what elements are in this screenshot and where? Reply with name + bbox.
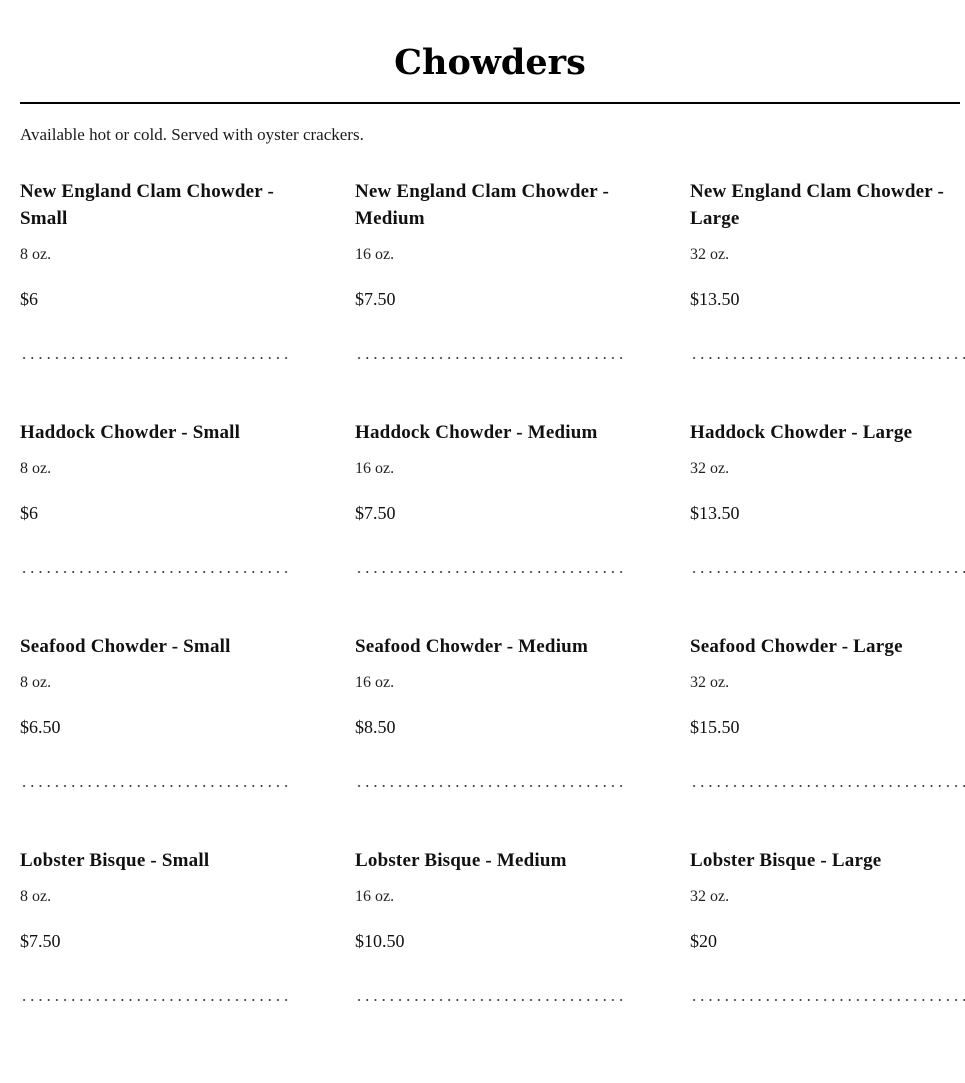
item-name: Haddock Chowder - Large <box>690 422 913 443</box>
title-divider <box>20 102 960 104</box>
item-name: New England Clam Chowder - Small <box>20 181 274 229</box>
dotted-leader <box>690 571 965 573</box>
item-price: $10.50 <box>355 931 405 951</box>
item-name: New England Clam Chowder - Large <box>690 181 944 229</box>
item-price: $7.50 <box>355 289 396 309</box>
item-name: Lobster Bisque - Small <box>20 850 210 871</box>
menu-item[interactable] <box>355 633 625 739</box>
menu-item[interactable] <box>20 847 290 953</box>
dotted-leader <box>20 785 290 787</box>
item-name: Haddock Chowder - Small <box>20 422 241 443</box>
menu-item[interactable] <box>355 178 625 311</box>
menu-item[interactable] <box>20 178 290 311</box>
item-price: $6 <box>20 289 38 309</box>
item-size: 16 oz. <box>355 460 395 477</box>
item-size: 16 oz. <box>355 888 395 905</box>
item-price: $13.50 <box>690 289 740 309</box>
dotted-leader <box>355 785 625 787</box>
item-size: 32 oz. <box>690 674 730 691</box>
item-name: Lobster Bisque - Medium <box>355 850 567 871</box>
item-size: 8 oz. <box>20 674 52 691</box>
menu-item[interactable] <box>20 633 290 739</box>
menu-item[interactable] <box>690 419 960 525</box>
item-price: $6.50 <box>20 717 61 737</box>
dotted-leader <box>690 785 965 787</box>
dotted-leader <box>690 357 965 359</box>
menu-item[interactable] <box>690 178 960 311</box>
item-name: Seafood Chowder - Small <box>20 636 231 657</box>
item-price: $7.50 <box>355 503 396 523</box>
menu-item[interactable] <box>355 847 625 953</box>
item-size: 16 oz. <box>355 246 395 263</box>
section-description: Available hot or cold. Served with oyster crackers. <box>20 125 364 144</box>
item-price: $20 <box>690 931 717 951</box>
menu-section-chowders <box>20 0 960 951</box>
menu-item[interactable] <box>20 419 290 525</box>
item-name: Seafood Chowder - Large <box>690 636 903 657</box>
item-name: Lobster Bisque - Large <box>690 850 882 871</box>
item-size: 32 oz. <box>690 460 730 477</box>
menu-item[interactable] <box>690 847 960 953</box>
item-price: $8.50 <box>355 717 396 737</box>
item-size: 8 oz. <box>20 888 52 905</box>
dotted-leader <box>355 999 625 1001</box>
item-size: 16 oz. <box>355 674 395 691</box>
menu-item[interactable] <box>355 419 625 525</box>
item-price: $6 <box>20 503 38 523</box>
dotted-leader <box>355 571 625 573</box>
item-price: $7.50 <box>20 931 61 951</box>
dotted-leader <box>355 357 625 359</box>
item-name: New England Clam Chowder - Medium <box>355 181 609 229</box>
item-name: Seafood Chowder - Medium <box>355 636 588 657</box>
item-name: Haddock Chowder - Medium <box>355 422 598 443</box>
item-size: 8 oz. <box>20 246 52 263</box>
dotted-leader <box>20 357 290 359</box>
dotted-leader <box>690 999 965 1001</box>
item-size: 32 oz. <box>690 888 730 905</box>
dotted-leader <box>20 571 290 573</box>
item-size: 32 oz. <box>690 246 730 263</box>
section-title: Chowders <box>394 42 586 83</box>
dotted-leader <box>20 999 290 1001</box>
item-price: $13.50 <box>690 503 740 523</box>
menu-item[interactable] <box>690 633 960 739</box>
item-size: 8 oz. <box>20 460 52 477</box>
item-price: $15.50 <box>690 717 740 737</box>
